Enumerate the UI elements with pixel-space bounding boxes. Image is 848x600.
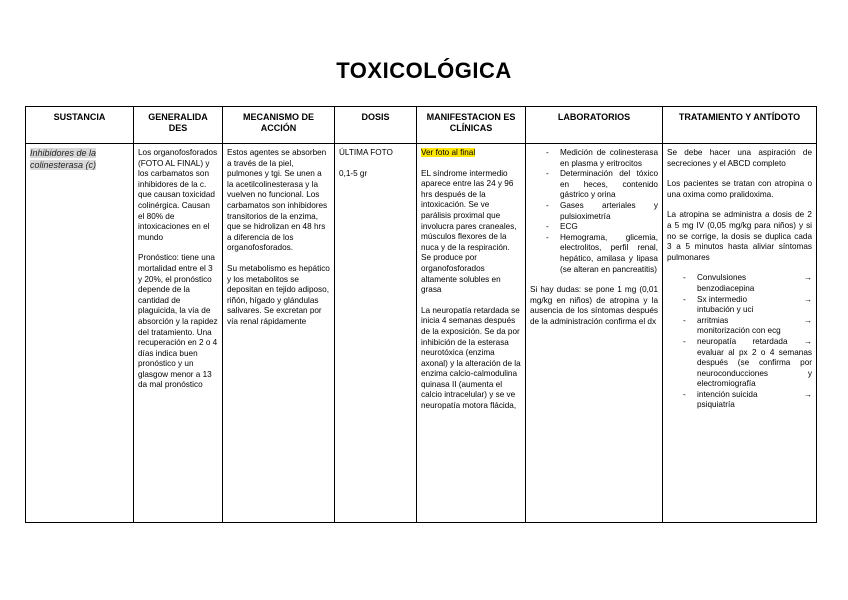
pronostico-text: Pronóstico: tiene una mortalidad entre el 3 y 20%, el pronóstico depende de la cantidad de plaguicida, la vía de absorción y la rapidez del tratamiento. Una recuperación en 2 o 4 días indica buen pronóstico y un glasgow menor a 13 da mal pronóstico <box>138 253 218 390</box>
cell-laboratorios <box>526 144 663 523</box>
header-laboratorios: LABORATORIOS <box>526 107 663 144</box>
table-row <box>26 144 817 523</box>
lab-list <box>530 148 658 275</box>
dosis-value: 0,1-5 gr <box>339 168 368 178</box>
tratamiento-text: Se debe hacer una aspiración de secreciones y el ABCD completo <box>667 148 812 168</box>
tratamiento-text: Los pacientes se tratan con atropina o una oxima como pralidoxima. <box>667 179 812 199</box>
cell-dosis <box>335 144 417 523</box>
mecanismo-text: Estos agentes se absorben a través de la piel, pulmones y tgi. Se unen a la acetilcolinesterasa y la vuelven no funcional. Los carbamatos son inhibidores transitorios de la enzima, que se hidrolizan en 48 hrs a diferencia de los organofosforados. <box>227 148 328 253</box>
list-item: - Convulsiones → benzodiacepina <box>697 273 812 294</box>
list-item: - Medición de colinesterasa en plasma y eritrocitos <box>560 148 658 169</box>
list-item: - Determinación del tóxico en heces, contenido gástrico y orina <box>560 169 658 201</box>
cell-generalidades <box>134 144 223 523</box>
header-generalidades: GENERALIDA DES <box>134 107 223 144</box>
lab-note: Si hay dudas: se pone 1 mg (0,01 mg/kg en niños) de atropina y la ausencia de los síntomas después de la administración confirma el dx <box>530 285 658 326</box>
header-mecanismo: MECANISMO DE ACCIÓN <box>223 107 335 144</box>
cell-manifestaciones <box>417 144 526 523</box>
cell-tratamiento <box>663 144 817 523</box>
metabolismo-text: Su metabolismo es hepático y los metabolitos se depositan en tejido adiposo, riñón, hígado y glándulas salivares. Se excretan por vía renal rápidamente <box>227 263 330 326</box>
generalidades-text: Los organofosforados (FOTO AL FINAL) y los carbamatos son inhibidores de la c. que causan toxicidad colinérgica. Causan el 80% de intoxicaciones en el mundo <box>138 148 218 242</box>
tratamiento-text: La atropina se administra a dosis de 2 a 5 mg IV (0,05 mg/kg para niños) y si no se corrige, la dosis se duplica cada 3 a 5 minutos hasta aliviar síntomas pulmonares <box>667 210 812 262</box>
header-manifestaciones: MANIFESTACION ES CLÍNICAS <box>417 107 526 144</box>
dosis-note: ÚLTIMA FOTO <box>339 148 393 157</box>
list-item: - Gases arteriales y pulsioximetría <box>560 201 658 222</box>
list-item: - arritmias → monitorización con ecg <box>697 316 812 337</box>
header-tratamiento: TRATAMIENTO Y ANTÍDOTO <box>663 107 817 144</box>
see-photo-highlight: Ver foto al final <box>421 148 476 157</box>
sindrome-intermedio-text: EL síndrome intermedio aparece entre las 24 y 96 hrs después de la intoxicación. Se ve parálisis proximal que involucra pares craneales, músculos flexores de la nuca y de la respiración. Se produce por organofosforados altamente solubles en grasa <box>421 168 517 295</box>
list-item: - ECG <box>560 222 658 233</box>
header-sustancia: SUSTANCIA <box>26 107 134 144</box>
cell-sustancia <box>26 144 134 523</box>
list-item: - Sx intermedio → intubación y uci <box>697 295 812 316</box>
toxicology-table <box>25 106 817 523</box>
treatment-list <box>667 273 812 411</box>
header-dosis: DOSIS <box>335 107 417 144</box>
neuropatia-text: La neuropatía retardada se inicia 4 semanas después de la exposición. Se da por inhibición de la esterasa neurotóxica (enzima axonal) y la alteración de la enzima calcio-calmodulina quinasa II (aumenta el calcio intracelular) y se ve neuropatía motora flácida, <box>421 305 521 411</box>
page-title: TOXICOLÓGICA <box>336 58 512 83</box>
list-item: - intención suicida → psiquiatría <box>697 390 812 411</box>
cell-mecanismo <box>223 144 335 523</box>
substance-name: Inhibidores de la colinesterasa (c) <box>30 148 97 170</box>
list-item: - Hemograma, glicemia, electrolitos, perfil renal, hepático, amilasa y lipasa (se alteran en pancreatitis) <box>560 233 658 275</box>
header-row <box>26 107 817 144</box>
list-item: - neuropatía retardada → evaluar al px 2 o 4 semanas después (se confirma por neuroconducciones y electromiografía <box>697 337 812 390</box>
